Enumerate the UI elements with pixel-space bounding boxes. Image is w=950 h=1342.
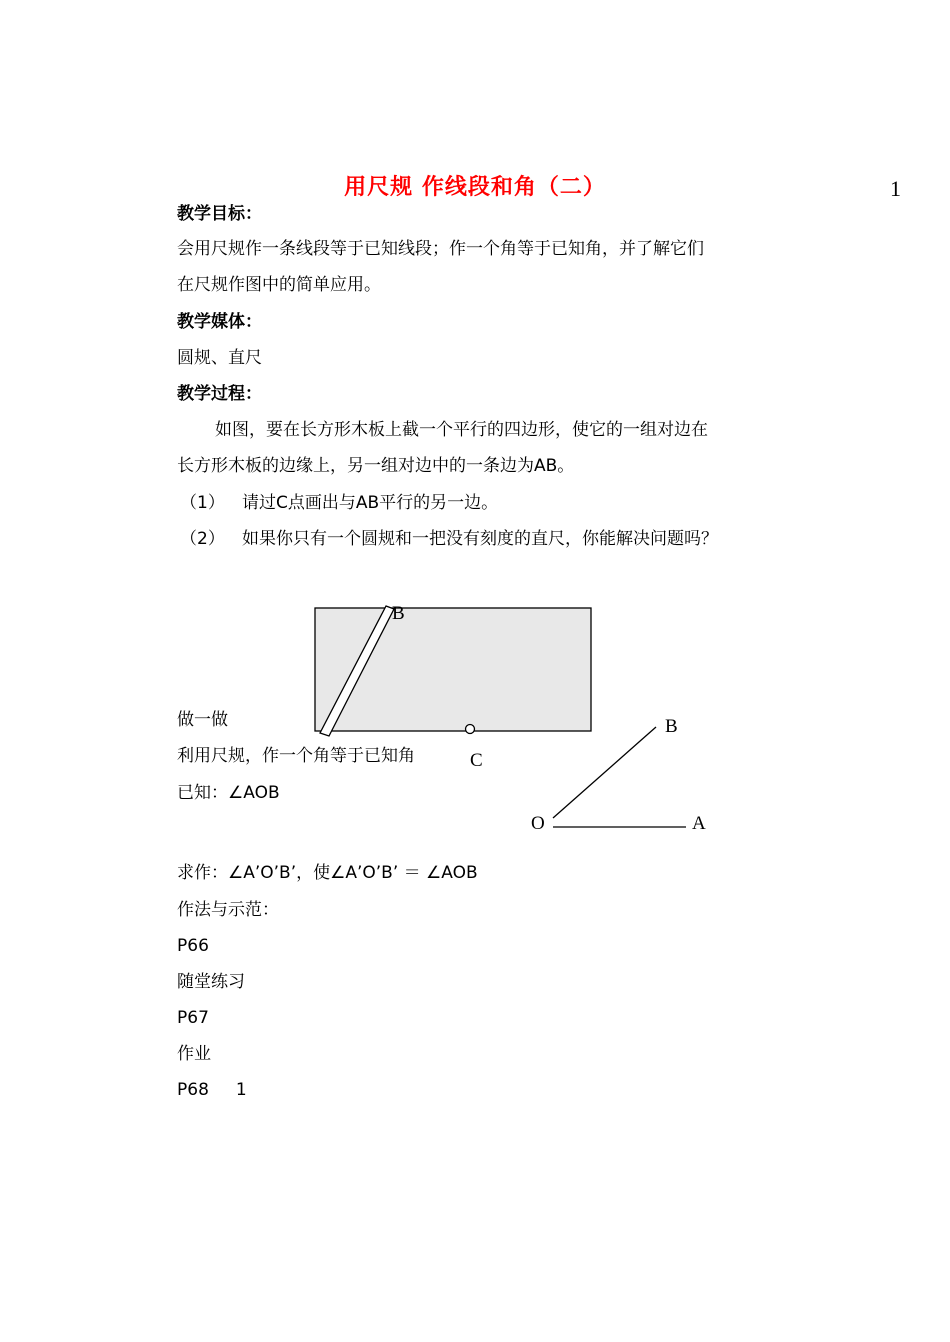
question-1-text: 请过C点画出与AB平行的另一边。 [242, 493, 499, 513]
activity-heading: 做一做 [177, 710, 228, 730]
angle-figure [553, 727, 686, 827]
required-construction: 求作：∠A’O’B’，使∠A’O’B’ ＝ ∠AOB [177, 863, 478, 883]
label-c: C [470, 750, 483, 771]
board-figure [315, 606, 591, 736]
given-angle: 已知：∠AOB [177, 783, 280, 803]
label-b-angle: B [665, 716, 678, 737]
question-2-number: （2） [180, 529, 225, 549]
ray-ob [553, 727, 656, 818]
process-text-line1: 如图，要在长方形木板上截一个平行的四边形，使它的一组对边在 [215, 420, 708, 440]
goal-text-line2: 在尺规作图中的简单应用。 [177, 275, 381, 295]
method-heading: 作法与示范： [177, 900, 279, 920]
method-page-ref: P66 [177, 936, 209, 956]
process-text-line2: 长方形木板的边缘上，另一组对边中的一条边为AB。 [177, 456, 575, 476]
point-c-marker [466, 725, 475, 734]
label-b-board: B [392, 603, 405, 624]
homework-heading: 作业 [177, 1044, 211, 1064]
label-o: O [531, 813, 545, 834]
question-2-text: 如果你只有一个圆规和一把没有刻度的直尺，你能解决问题吗？ [242, 529, 718, 549]
goal-heading: 教学目标： [177, 204, 262, 224]
activity-task: 利用尺规，作一个角等于已知角 [177, 746, 415, 766]
page-number: 1 [890, 176, 901, 201]
practice-heading: 随堂练习 [177, 972, 245, 992]
practice-page-ref: P67 [177, 1008, 209, 1028]
homework-page-ref: P68 1 [177, 1080, 247, 1100]
label-a: A [692, 813, 706, 834]
goal-text-line1: 会用尺规作一条线段等于已知线段；作一个角等于已知角，并了解它们 [177, 239, 704, 259]
media-heading: 教学媒体： [177, 312, 262, 332]
page-title: 用尺规 作线段和角（二） [344, 175, 606, 200]
question-1-number: （1） [180, 493, 225, 513]
media-text: 圆规、直尺 [177, 348, 262, 368]
process-heading: 教学过程： [177, 384, 262, 404]
